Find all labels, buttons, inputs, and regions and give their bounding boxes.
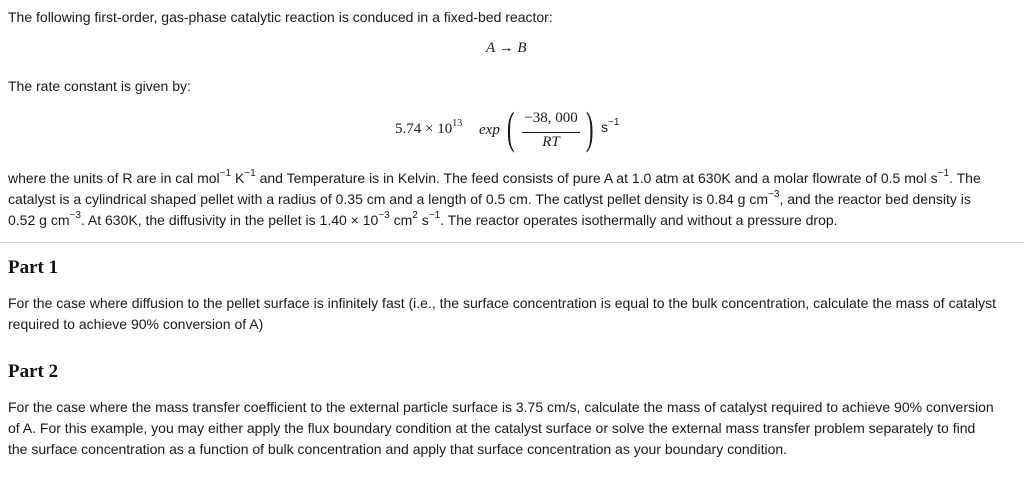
formula-coefficient: $5.74 \times 10^{13}$ <box>395 118 463 137</box>
description-line-2: catalyst is a cylindrical shaped pellet with a radius of 0.35 cm and a length of 0.5 cm. The catlyst pellet density is 0.84 g $cm^{-3}$, and the reactor bed density is <box>8 189 971 207</box>
description-line-3: 0.52 g $cm^{-3}$. At 630K, the diffusivity in the pellet is $1.40 \times 10^{-3}$ $cm^2$ $s^{-1}$. The reactor operates isothermally and without a pressure drop. <box>8 210 838 228</box>
reaction-equation: A → B <box>486 40 527 56</box>
rate-intro-text: The rate constant is given by: <box>8 78 191 94</box>
formula-numerator: −38, 000 <box>524 110 578 126</box>
formula-unit: $s^{-1}$ <box>601 117 620 135</box>
part2-heading: Part 2 <box>8 361 59 382</box>
section-divider <box>0 242 1024 243</box>
part1-heading: Part 1 <box>8 257 59 278</box>
left-paren: ( <box>506 102 515 153</box>
formula-denominator: RT <box>542 134 560 150</box>
description-line-1: where the units of R are in cal mol$^{-1}$ $K^{-1}$ and Temperature is in Kelvin. The feed consists of pure A at 1.0 atm at 630K and a molar flowrate of 0.5 mol $s^{-1}$. The <box>8 168 981 186</box>
right-paren: ) <box>585 102 594 153</box>
rate-constant-formula <box>395 102 635 156</box>
part1-line-2: required to achieve 90% conversion of A) <box>8 316 264 332</box>
intro-text: The following first-order, gas-phase catalytic reaction is conduced in a fixed-bed reactor: <box>8 9 553 25</box>
fraction-bar <box>522 132 580 133</box>
part2-line-2: of A. For this example, you may either apply the flux boundary condition at the catalyst surface or solve the external mass transfer problem separately to find <box>8 420 976 436</box>
formula-exp: exp <box>479 122 500 138</box>
part2-line-1: For the case where the mass transfer coefficient to the external particle surface is 3.75 cm/s, calculate the mass of catalyst required to achieve 90% conversion <box>8 399 994 415</box>
part2-line-3: the surface concentration as a function of bulk concentration and apply that surface concentration as your boundary condition. <box>8 441 788 457</box>
part1-line-1: For the case where diffusion to the pellet surface is infinitely fast (i.e., the surface concentration is equal to the bulk concentration, calculate the mass of catalyst <box>8 295 997 311</box>
